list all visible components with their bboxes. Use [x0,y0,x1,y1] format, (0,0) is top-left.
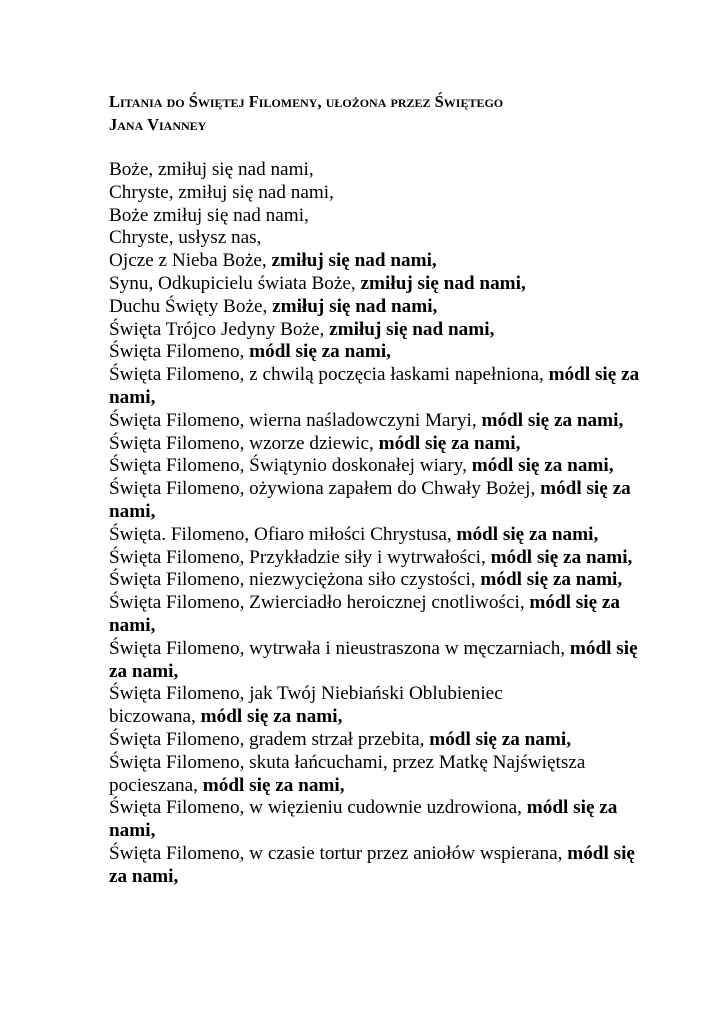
litany-line [109,227,649,250]
invocation-text: Boże zmiłuj się nad nami, [109,204,309,226]
response-text: módl się za nami, [249,341,391,363]
litany-line [109,592,649,638]
litany-line [109,159,649,182]
invocation-text: Święta Filomeno, Świątynio doskonałej wiary, [109,455,472,477]
invocation-text: Święta Filomeno, gradem strzał przebita, [109,728,430,750]
invocation-text: Święta Filomeno, z chwilą poczęcia łaskami napełniona, [109,364,549,386]
invocation-text: Święta Filomeno, w czasie tortur przez aniołów wspierana, [109,842,568,864]
response-text: zmiłuj się nad nami, [271,250,437,272]
response-text: módl się za nami, [471,455,614,477]
litany-line [109,341,649,364]
response-text: módl się za nami, [109,478,631,522]
response-text: módl się za nami, [200,706,343,728]
invocation-text: Święta. Filomeno, Ofiaro miłości Chrystusa, [109,523,457,545]
invocation-text: Święta Filomeno, Przykładzie siły i wytrwałości, [109,546,491,568]
litany-line [109,410,649,433]
litany-line [109,296,649,319]
invocation-text: Święta Filomeno, wytrwała i nieustraszona w męczarniach, [109,637,570,659]
litany-text [109,159,649,889]
response-text: módl się za nami, [202,774,345,796]
invocation-text: Święta Filomeno, skuta łańcuchami, przez Matkę Najświętsza [109,751,586,773]
invocation-text: Święta Filomeno, Zwierciadło heroicznej cnotliwości, [109,592,530,614]
litany-line [109,729,649,752]
response-text: módl się za nami, [109,637,638,682]
response-text: módl się za nami, [480,569,623,591]
invocation-text: Duchu Święty Boże, [109,295,273,317]
invocation-text: Święta Filomeno, jak Twój Niebiański Oblubieniec [109,683,503,705]
invocation-text: Święta Filomeno, wierna naśladowczyni Maryi, [109,409,482,431]
response-text: módl się za nami, [109,592,621,636]
litany-line [109,569,649,592]
litany-line [109,524,649,547]
response-text: zmiłuj się nad nami, [272,295,438,317]
response-text: módl się za nami, [109,797,618,842]
response-text: módl się za nami, [456,523,599,545]
litany-line [109,273,649,296]
response-text: zmiłuj się nad nami, [360,272,526,294]
litany-line [109,364,649,410]
response-text: módl się za nami, [109,364,640,408]
litany-line [109,547,649,570]
litany-line [109,319,649,342]
title-line-2: Jana Vianney [109,115,207,134]
response-text: módl się za nami, [429,728,572,750]
litany-line [109,182,649,205]
litany-line [109,433,649,456]
invocation-text: Święta Trójco Jedyny Boże, [109,318,330,340]
document-page [109,90,649,889]
litany-line [109,478,649,524]
title-line-1: Litania do Świętej Filomeny, ułożona przez Świętego [109,92,504,111]
litany-line [109,797,649,843]
invocation-text: Chryste, zmiłuj się nad nami, [109,181,334,203]
invocation-text: Święta Filomeno, niezwyciężona siło czystości, [109,569,481,591]
invocation-text: Święta Filomeno, ożywiona zapałem do Chwały Bożej, [109,478,541,500]
litany-line [109,752,649,798]
invocation-text: Synu, Odkupicielu świata Boże, [109,272,361,294]
litany-line [109,843,649,889]
invocation-text: Święta Filomeno, wzorze dziewic, [109,432,379,454]
invocation-text: Święta Filomeno, w więzieniu cudownie uzdrowiona, [109,797,527,819]
response-text: módl się za nami, [378,432,521,454]
response-text: módl się za nami, [481,409,624,431]
litany-line [109,683,649,729]
response-text: módl się za nami, [109,842,635,887]
invocation-text: Święta Filomeno, [109,341,250,363]
invocation-text: Boże, zmiłuj się nad nami, [109,159,314,180]
litany-line [109,455,649,478]
response-text: módl się za nami, [490,546,633,568]
litany-line [109,638,649,684]
invocation-text-continued: biczowana, [109,706,201,728]
response-text: zmiłuj się nad nami, [329,318,495,340]
document-title [109,90,649,136]
invocation-text: Chryste, usłysz nas, [109,227,262,249]
litany-line [109,250,649,273]
invocation-text-continued: pocieszana, [109,774,203,796]
invocation-text: Ojcze z Nieba Boże, [109,250,272,272]
litany-line [109,205,649,228]
